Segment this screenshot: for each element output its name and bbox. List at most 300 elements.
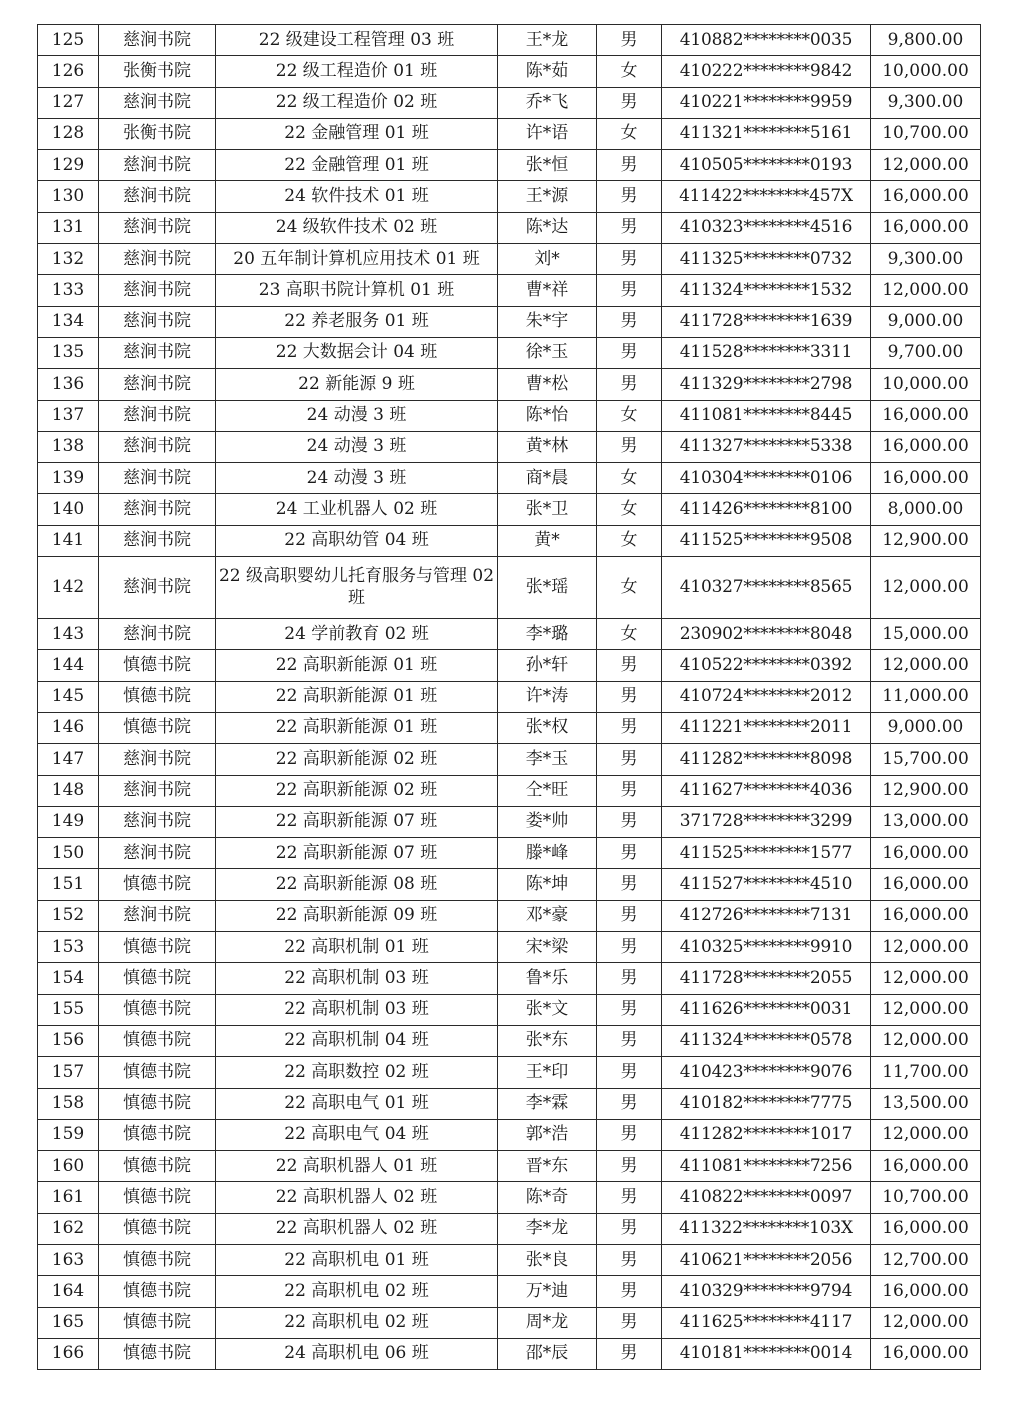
student-name: 陈*怡	[498, 400, 597, 431]
gender: 男	[597, 1307, 662, 1338]
amount: 9,300.00	[871, 87, 981, 118]
row-number: 133	[38, 275, 99, 306]
table-row	[38, 838, 981, 869]
college: 慎德书院	[99, 712, 216, 743]
row-number: 129	[38, 150, 99, 181]
table-row	[38, 1088, 981, 1119]
id-number: 411527********4510	[662, 869, 871, 900]
id-number: 411728********2055	[662, 963, 871, 994]
class-name: 22 级工程造价 02 班	[216, 87, 498, 118]
gender: 女	[597, 400, 662, 431]
class-name: 22 高职数控 02 班	[216, 1057, 498, 1088]
student-name: 李*璐	[498, 619, 597, 650]
class-name: 24 软件技术 01 班	[216, 181, 498, 212]
table-row	[38, 1057, 981, 1088]
gender: 男	[597, 181, 662, 212]
college: 慈涧书院	[99, 806, 216, 837]
college: 慈涧书院	[99, 150, 216, 181]
class-name: 22 大数据会计 04 班	[216, 337, 498, 368]
gender: 男	[597, 994, 662, 1025]
class-name: 22 高职机制 03 班	[216, 963, 498, 994]
gender: 男	[597, 1182, 662, 1213]
document-page	[37, 24, 980, 1370]
student-name: 朱*宇	[498, 306, 597, 337]
class-name: 22 级高职婴幼儿托育服务与管理 02 班	[216, 557, 498, 619]
college: 慎德书院	[99, 1276, 216, 1307]
amount: 9,700.00	[871, 337, 981, 368]
amount: 10,000.00	[871, 369, 981, 400]
class-name: 22 高职幼管 04 班	[216, 525, 498, 556]
college: 慈涧书院	[99, 400, 216, 431]
college: 慈涧书院	[99, 369, 216, 400]
college: 慎德书院	[99, 650, 216, 681]
student-name: 李*龙	[498, 1213, 597, 1244]
student-name: 郭*浩	[498, 1119, 597, 1150]
student-name: 张*权	[498, 712, 597, 743]
student-name: 徐*玉	[498, 337, 597, 368]
class-name: 22 高职新能源 01 班	[216, 681, 498, 712]
table-row	[38, 212, 981, 243]
id-number: 410221********9959	[662, 87, 871, 118]
college: 慎德书院	[99, 1244, 216, 1275]
table-row	[38, 712, 981, 743]
table-row	[38, 806, 981, 837]
row-number: 136	[38, 369, 99, 400]
table-row	[38, 557, 981, 619]
row-number: 144	[38, 650, 99, 681]
class-name: 24 高职机电 06 班	[216, 1338, 498, 1369]
id-number: 410423********9076	[662, 1057, 871, 1088]
amount: 16,000.00	[871, 1338, 981, 1369]
gender: 男	[597, 681, 662, 712]
college: 张衡书院	[99, 56, 216, 87]
table-row	[38, 25, 981, 56]
amount: 12,000.00	[871, 932, 981, 963]
gender: 男	[597, 1244, 662, 1275]
amount: 12,000.00	[871, 1025, 981, 1056]
amount: 16,000.00	[871, 900, 981, 931]
student-name: 曹*祥	[498, 275, 597, 306]
id-number: 410329********9794	[662, 1276, 871, 1307]
class-name: 22 金融管理 01 班	[216, 150, 498, 181]
class-name: 22 高职机电 02 班	[216, 1307, 498, 1338]
gender: 男	[597, 869, 662, 900]
row-number: 164	[38, 1276, 99, 1307]
college: 慈涧书院	[99, 181, 216, 212]
id-number: 410323********4516	[662, 212, 871, 243]
row-number: 145	[38, 681, 99, 712]
row-number: 140	[38, 494, 99, 525]
table-row	[38, 337, 981, 368]
college: 慎德书院	[99, 869, 216, 900]
row-number: 148	[38, 775, 99, 806]
student-name: 王*印	[498, 1057, 597, 1088]
student-name: 曹*松	[498, 369, 597, 400]
gender: 男	[597, 25, 662, 56]
id-number: 410182********7775	[662, 1088, 871, 1119]
college: 慎德书院	[99, 932, 216, 963]
amount: 15,000.00	[871, 619, 981, 650]
student-name: 刘*	[498, 244, 597, 275]
class-name: 22 高职机器人 02 班	[216, 1213, 498, 1244]
amount: 9,000.00	[871, 712, 981, 743]
student-name: 滕*峰	[498, 838, 597, 869]
row-number: 152	[38, 900, 99, 931]
id-number: 411528********3311	[662, 337, 871, 368]
class-name: 22 新能源 9 班	[216, 369, 498, 400]
row-number: 131	[38, 212, 99, 243]
table-row	[38, 650, 981, 681]
id-number: 410822********0097	[662, 1182, 871, 1213]
id-number: 371728********3299	[662, 806, 871, 837]
class-name: 22 高职机电 02 班	[216, 1276, 498, 1307]
college: 慈涧书院	[99, 244, 216, 275]
table-row	[38, 932, 981, 963]
table-row	[38, 775, 981, 806]
table-row	[38, 1307, 981, 1338]
college: 慎德书院	[99, 1119, 216, 1150]
id-number: 411626********0031	[662, 994, 871, 1025]
student-name: 仝*旺	[498, 775, 597, 806]
student-name: 周*龙	[498, 1307, 597, 1338]
college: 慈涧书院	[99, 275, 216, 306]
gender: 女	[597, 118, 662, 149]
amount: 12,000.00	[871, 275, 981, 306]
row-number: 132	[38, 244, 99, 275]
id-number: 411329********2798	[662, 369, 871, 400]
student-name: 万*迪	[498, 1276, 597, 1307]
amount: 11,000.00	[871, 681, 981, 712]
id-number: 410222********9842	[662, 56, 871, 87]
id-number: 410505********0193	[662, 150, 871, 181]
row-number: 162	[38, 1213, 99, 1244]
table-row	[38, 900, 981, 931]
student-name: 陈*达	[498, 212, 597, 243]
class-name: 22 高职电气 04 班	[216, 1119, 498, 1150]
amount: 16,000.00	[871, 838, 981, 869]
row-number: 161	[38, 1182, 99, 1213]
college: 慎德书院	[99, 1151, 216, 1182]
student-name: 陈*茹	[498, 56, 597, 87]
college: 慎德书院	[99, 1057, 216, 1088]
row-number: 126	[38, 56, 99, 87]
gender: 男	[597, 244, 662, 275]
table-row	[38, 525, 981, 556]
amount: 9,000.00	[871, 306, 981, 337]
table-row	[38, 275, 981, 306]
gender: 男	[597, 1025, 662, 1056]
table-row	[38, 1119, 981, 1150]
amount: 12,000.00	[871, 963, 981, 994]
row-number: 135	[38, 337, 99, 368]
student-name: 邵*辰	[498, 1338, 597, 1369]
id-number: 411327********5338	[662, 431, 871, 462]
class-name: 22 金融管理 01 班	[216, 118, 498, 149]
gender: 男	[597, 1151, 662, 1182]
table-row	[38, 87, 981, 118]
gender: 男	[597, 712, 662, 743]
student-name: 许*涛	[498, 681, 597, 712]
class-name: 20 五年制计算机应用技术 01 班	[216, 244, 498, 275]
table-row	[38, 56, 981, 87]
gender: 男	[597, 306, 662, 337]
student-name: 陈*坤	[498, 869, 597, 900]
class-name: 24 动漫 3 班	[216, 400, 498, 431]
gender: 男	[597, 900, 662, 931]
id-number: 411525********9508	[662, 525, 871, 556]
table-row	[38, 619, 981, 650]
college: 慈涧书院	[99, 25, 216, 56]
table-row	[38, 1244, 981, 1275]
row-number: 138	[38, 431, 99, 462]
college: 慈涧书院	[99, 619, 216, 650]
id-number: 411426********8100	[662, 494, 871, 525]
id-number: 412726********7131	[662, 900, 871, 931]
college: 慎德书院	[99, 681, 216, 712]
table-row	[38, 306, 981, 337]
amount: 10,700.00	[871, 118, 981, 149]
student-name: 晋*东	[498, 1151, 597, 1182]
amount: 12,900.00	[871, 525, 981, 556]
college: 慈涧书院	[99, 463, 216, 494]
table-row	[38, 994, 981, 1025]
id-number: 410621********2056	[662, 1244, 871, 1275]
amount: 16,000.00	[871, 181, 981, 212]
row-number: 151	[38, 869, 99, 900]
amount: 16,000.00	[871, 1213, 981, 1244]
row-number: 128	[38, 118, 99, 149]
college: 慈涧书院	[99, 212, 216, 243]
table-row	[38, 1025, 981, 1056]
row-number: 153	[38, 932, 99, 963]
class-name: 22 高职新能源 02 班	[216, 744, 498, 775]
college: 慎德书院	[99, 1182, 216, 1213]
class-name: 22 高职机器人 01 班	[216, 1151, 498, 1182]
row-number: 165	[38, 1307, 99, 1338]
college: 慈涧书院	[99, 494, 216, 525]
gender: 男	[597, 932, 662, 963]
amount: 13,500.00	[871, 1088, 981, 1119]
amount: 15,700.00	[871, 744, 981, 775]
table-row	[38, 1213, 981, 1244]
gender: 女	[597, 557, 662, 619]
row-number: 149	[38, 806, 99, 837]
gender: 男	[597, 1338, 662, 1369]
amount: 12,000.00	[871, 150, 981, 181]
student-name: 商*晨	[498, 463, 597, 494]
college: 慈涧书院	[99, 557, 216, 619]
class-name: 22 高职新能源 01 班	[216, 712, 498, 743]
amount: 10,700.00	[871, 1182, 981, 1213]
id-number: 410522********0392	[662, 650, 871, 681]
id-number: 410325********9910	[662, 932, 871, 963]
student-name: 邓*豪	[498, 900, 597, 931]
student-name: 张*恒	[498, 150, 597, 181]
table-row	[38, 400, 981, 431]
amount: 12,900.00	[871, 775, 981, 806]
college: 慈涧书院	[99, 525, 216, 556]
id-number: 410304********0106	[662, 463, 871, 494]
gender: 男	[597, 87, 662, 118]
amount: 9,800.00	[871, 25, 981, 56]
gender: 男	[597, 337, 662, 368]
student-name: 宋*梁	[498, 932, 597, 963]
row-number: 155	[38, 994, 99, 1025]
student-name: 王*源	[498, 181, 597, 212]
id-number: 410327********8565	[662, 557, 871, 619]
amount: 13,000.00	[871, 806, 981, 837]
gender: 男	[597, 275, 662, 306]
student-name: 张*卫	[498, 494, 597, 525]
gender: 男	[597, 775, 662, 806]
gender: 男	[597, 1057, 662, 1088]
class-name: 22 级建设工程管理 03 班	[216, 25, 498, 56]
row-number: 147	[38, 744, 99, 775]
amount: 16,000.00	[871, 400, 981, 431]
student-name: 张*东	[498, 1025, 597, 1056]
gender: 男	[597, 838, 662, 869]
college: 慎德书院	[99, 1025, 216, 1056]
gender: 男	[597, 431, 662, 462]
student-name: 许*语	[498, 118, 597, 149]
id-number: 410882********0035	[662, 25, 871, 56]
id-number: 411422********457X	[662, 181, 871, 212]
college: 慎德书院	[99, 963, 216, 994]
student-name: 张*良	[498, 1244, 597, 1275]
gender: 男	[597, 963, 662, 994]
table-row	[38, 118, 981, 149]
row-number: 125	[38, 25, 99, 56]
class-name: 22 高职机器人 02 班	[216, 1182, 498, 1213]
class-name: 24 动漫 3 班	[216, 431, 498, 462]
college: 慈涧书院	[99, 431, 216, 462]
class-name: 22 高职机制 03 班	[216, 994, 498, 1025]
student-name: 黄*	[498, 525, 597, 556]
student-name: 鲁*乐	[498, 963, 597, 994]
class-name: 22 高职新能源 07 班	[216, 806, 498, 837]
college: 慎德书院	[99, 1338, 216, 1369]
college: 慎德书院	[99, 1088, 216, 1119]
class-name: 22 高职机制 01 班	[216, 932, 498, 963]
amount: 16,000.00	[871, 431, 981, 462]
row-number: 158	[38, 1088, 99, 1119]
table-body	[38, 25, 981, 1370]
class-name: 22 高职机制 04 班	[216, 1025, 498, 1056]
gender: 男	[597, 650, 662, 681]
id-number: 411525********1577	[662, 838, 871, 869]
row-number: 127	[38, 87, 99, 118]
id-number: 411321********5161	[662, 118, 871, 149]
gender: 男	[597, 806, 662, 837]
id-number: 411081********7256	[662, 1151, 871, 1182]
row-number: 146	[38, 712, 99, 743]
table-row	[38, 369, 981, 400]
student-name: 黄*林	[498, 431, 597, 462]
gender: 男	[597, 1088, 662, 1119]
college: 慈涧书院	[99, 900, 216, 931]
id-number: 410724********2012	[662, 681, 871, 712]
student-name: 孙*轩	[498, 650, 597, 681]
class-name: 22 高职电气 01 班	[216, 1088, 498, 1119]
table-row	[38, 963, 981, 994]
class-name: 22 高职新能源 09 班	[216, 900, 498, 931]
row-number: 157	[38, 1057, 99, 1088]
row-number: 130	[38, 181, 99, 212]
row-number: 160	[38, 1151, 99, 1182]
id-number: 411324********1532	[662, 275, 871, 306]
row-number: 166	[38, 1338, 99, 1369]
id-number: 411325********0732	[662, 244, 871, 275]
id-number: 411282********8098	[662, 744, 871, 775]
gender: 男	[597, 1276, 662, 1307]
class-name: 24 动漫 3 班	[216, 463, 498, 494]
class-name: 22 养老服务 01 班	[216, 306, 498, 337]
row-number: 159	[38, 1119, 99, 1150]
amount: 12,000.00	[871, 994, 981, 1025]
amount: 16,000.00	[871, 869, 981, 900]
class-name: 22 高职新能源 08 班	[216, 869, 498, 900]
row-number: 156	[38, 1025, 99, 1056]
amount: 16,000.00	[871, 212, 981, 243]
gender: 女	[597, 619, 662, 650]
class-name: 23 高职书院计算机 01 班	[216, 275, 498, 306]
class-name: 22 级工程造价 01 班	[216, 56, 498, 87]
row-number: 142	[38, 557, 99, 619]
student-table	[37, 24, 981, 1370]
class-name: 22 高职机电 01 班	[216, 1244, 498, 1275]
college: 慎德书院	[99, 1213, 216, 1244]
amount: 12,000.00	[871, 1307, 981, 1338]
class-name: 22 高职新能源 02 班	[216, 775, 498, 806]
row-number: 163	[38, 1244, 99, 1275]
gender: 男	[597, 212, 662, 243]
table-row	[38, 744, 981, 775]
id-number: 410181********0014	[662, 1338, 871, 1369]
class-name: 24 工业机器人 02 班	[216, 494, 498, 525]
id-number: 411221********2011	[662, 712, 871, 743]
student-name: 娄*帅	[498, 806, 597, 837]
table-row	[38, 244, 981, 275]
gender: 女	[597, 463, 662, 494]
class-name: 22 高职新能源 07 班	[216, 838, 498, 869]
gender: 男	[597, 150, 662, 181]
college: 慈涧书院	[99, 306, 216, 337]
college: 慈涧书院	[99, 838, 216, 869]
class-name: 24 学前教育 02 班	[216, 619, 498, 650]
amount: 12,700.00	[871, 1244, 981, 1275]
gender: 男	[597, 1119, 662, 1150]
row-number: 150	[38, 838, 99, 869]
amount: 12,000.00	[871, 557, 981, 619]
gender: 女	[597, 56, 662, 87]
class-name: 22 高职新能源 01 班	[216, 650, 498, 681]
table-row	[38, 1151, 981, 1182]
row-number: 134	[38, 306, 99, 337]
id-number: 230902********8048	[662, 619, 871, 650]
id-number: 411081********8445	[662, 400, 871, 431]
id-number: 411625********4117	[662, 1307, 871, 1338]
table-row	[38, 431, 981, 462]
table-row	[38, 494, 981, 525]
college: 慈涧书院	[99, 775, 216, 806]
id-number: 411324********0578	[662, 1025, 871, 1056]
table-row	[38, 1338, 981, 1369]
gender: 男	[597, 744, 662, 775]
college: 张衡书院	[99, 118, 216, 149]
row-number: 143	[38, 619, 99, 650]
id-number: 411728********1639	[662, 306, 871, 337]
table-row	[38, 1182, 981, 1213]
